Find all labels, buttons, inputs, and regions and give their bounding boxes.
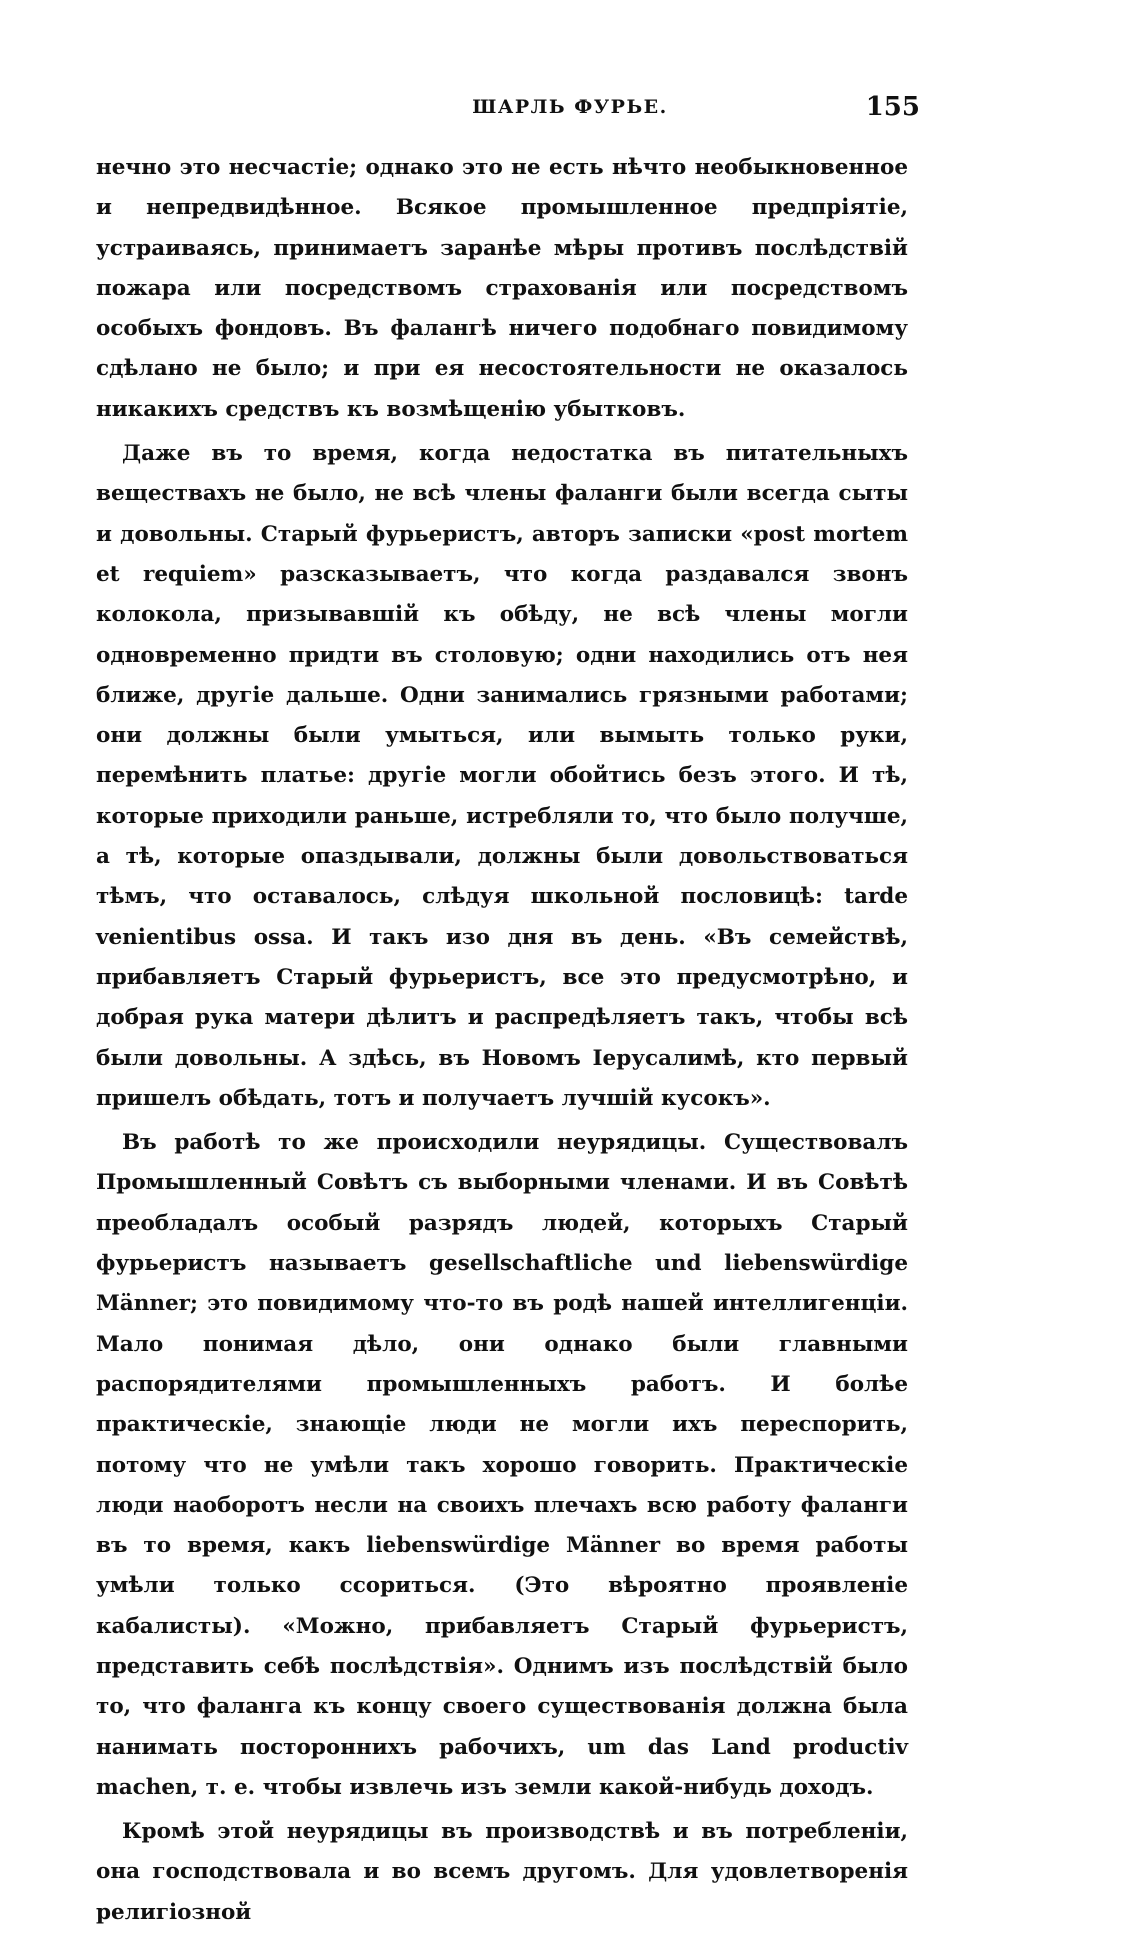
page-header <box>0 92 1140 128</box>
paragraph: Даже въ то время, когда недостатка въ питательныхъ веществахъ не было, не всѣ члены фаланги были всегда сыты и довольны. Старый фурьеристъ, авторъ записки «post mortem et requiem» разсказываетъ, что когда раздавался звонъ колокола, призывавшій къ обѣду, не всѣ члены могли одновременно придти въ столовую; одни находились отъ нея ближе, другіе дальше. Одни занимались грязными работами; они должны были умыться, или вымыть только руки, перемѣнить платье: другіе могли обойтись безъ этого. И тѣ, которые приходили раньше, истребляли то, что было получше, а тѣ, которые опаздывали, должны были довольствоваться тѣмъ, что оставалось, слѣдуя школьной пословицѣ: tarde venientibus ossa. И такъ изо дня въ день. «Въ семействѣ, прибавляетъ Старый фурьеристъ, все это предусмотрѣно, и добрая рука матери дѣлитъ и распредѣляетъ такъ, чтобы всѣ были довольны. А здѣсь, въ Новомъ Іерусалимѣ, кто первый пришелъ обѣдать, тотъ и получаетъ лучшій кусокъ». <box>96 441 908 1111</box>
paragraph: Кромѣ этой неурядицы въ производствѣ и въ потребленіи, она господствовала и во всемъ другомъ. Для удовлетворенія религіозной <box>96 1819 908 1925</box>
paragraph: нечно это несчастіе; однако это не есть нѣчто необыкновенное и непредвидѣнное. Всякое промышленное предпріятіе, устраиваясь, принимаетъ заранѣе мѣры противъ послѣдствій пожара или посредствомъ страхованія или посредствомъ особыхъ фондовъ. Въ фалангѣ ничего подобнаго повидимому сдѣлано не было; и при ея несостоятельности не оказалось никакихъ средствъ къ возмѣщенію убытковъ. <box>96 155 908 422</box>
paragraph: Въ работѣ то же происходили неурядицы. Существовалъ Промышленный Совѣтъ съ выборными членами. И въ Совѣтѣ преобладалъ особый разрядъ людей, которыхъ Старый фурьеристъ называетъ gesellschaftliche und liebenswürdige Männer; это повидимому что-то въ родѣ нашей интеллигенціи. Мало понимая дѣло, они однако были главными распорядителями промышленныхъ работъ. И болѣе практическіе, знающіе люди не могли ихъ переспорить, потому что не умѣли такъ хорошо говорить. Практическіе люди наоборотъ несли на своихъ плечахъ всю работу фаланги въ то время, какъ liebenswürdige Männer во время работы умѣли только ссориться. (Это вѣроятно проявленіе кабалисты). «Можно, прибавляетъ Старый фурьеристъ, представить себѣ послѣдствія». Однимъ изъ послѣдствій было то, что фаланга къ концу своего существованія должна была нанимать постороннихъ рабочихъ, um das Land productiv machen, т. е. чтобы извлечь изъ земли какой-нибудь доходъ. <box>96 1130 908 1800</box>
running-title: ШАРЛЬ ФУРЬЕ. <box>472 96 668 118</box>
page-number: 155 <box>865 92 920 122</box>
body-text <box>96 148 908 1933</box>
